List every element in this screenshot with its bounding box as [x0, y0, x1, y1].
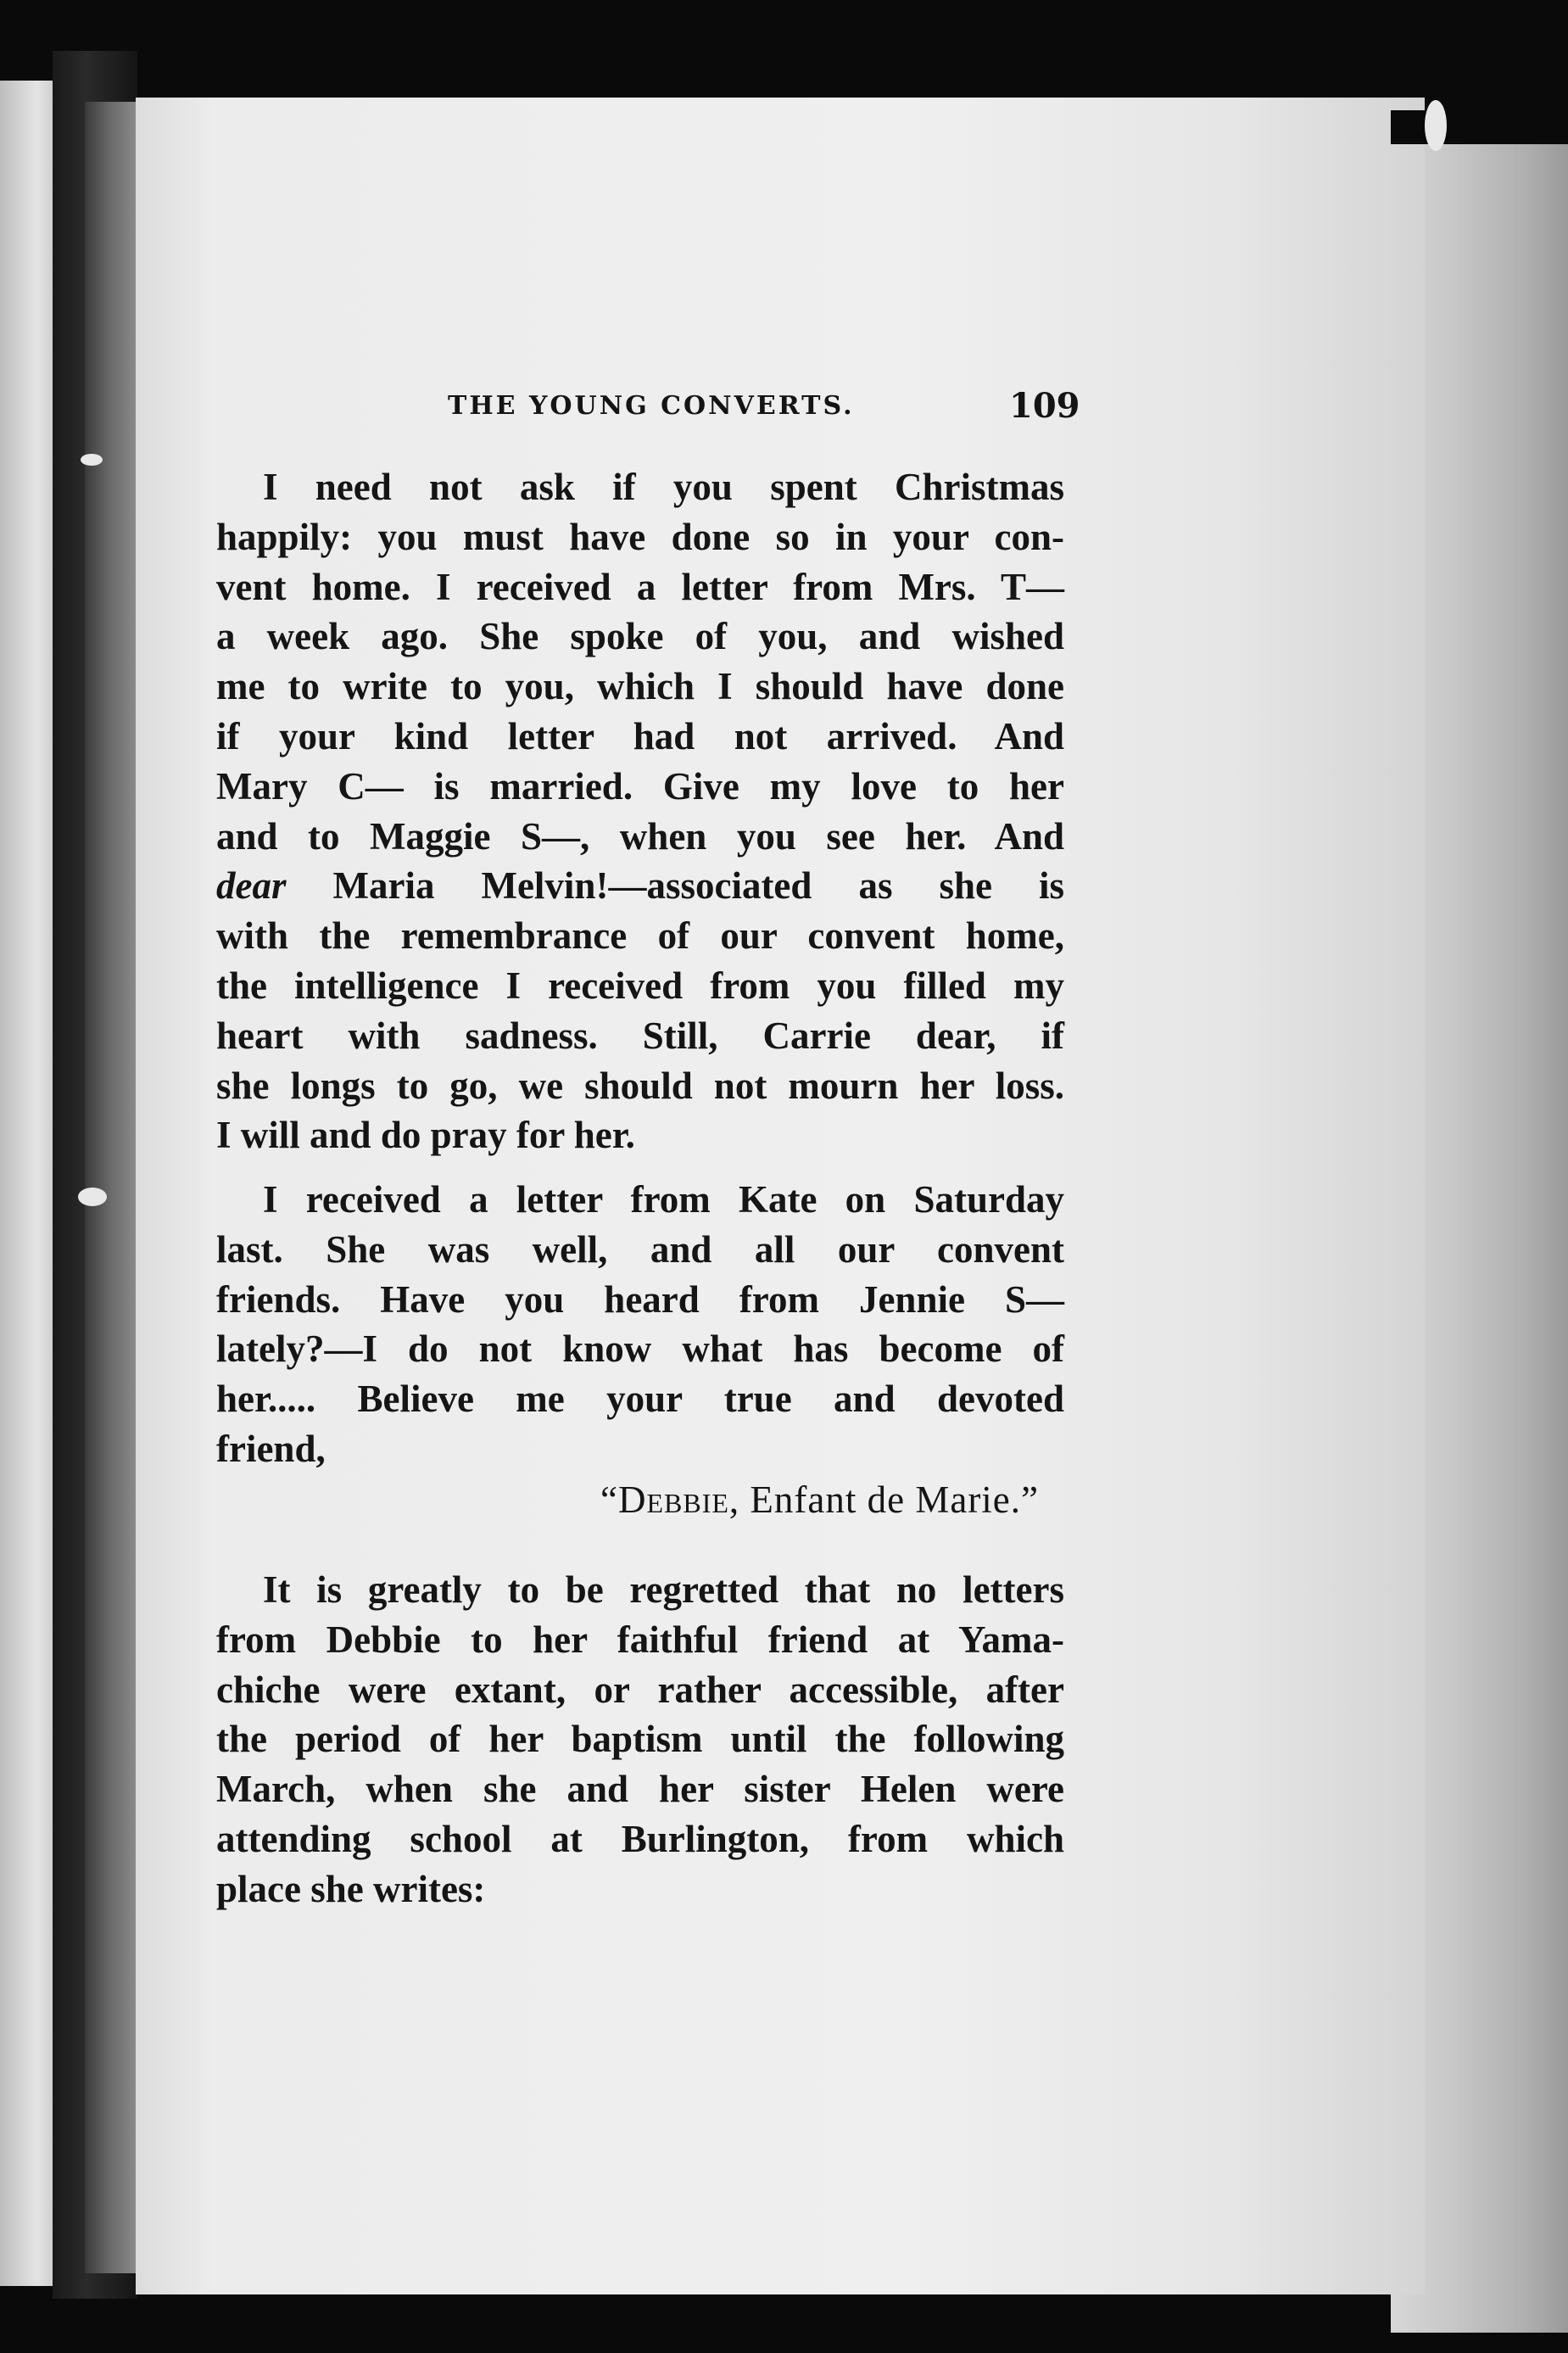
text-line: me to write to you, which I should have done — [216, 665, 1064, 708]
paragraph-letter-2 — [216, 1175, 1064, 1525]
text-line: from Debbie to her faithful friend at Yama- — [216, 1618, 1064, 1661]
page-corner-shadow — [1391, 110, 1568, 144]
text-line: and to Maggie S—, when you see her. And — [216, 814, 1064, 858]
text-line: the intelligence I received from you filled my — [216, 964, 1064, 1007]
text-line: happily: you must have done so in your con- — [216, 515, 1064, 558]
text-line: March, when she and her sister Helen were — [216, 1768, 1064, 1811]
text-line: she longs to go, we should not mourn her loss. — [216, 1064, 1064, 1107]
text-line: vent home. I received a letter from Mrs. T— — [216, 565, 1064, 608]
facing-page-edge — [0, 81, 53, 2286]
text-line: if your kind letter had not arrived. And — [216, 714, 1064, 757]
paper-speck — [81, 454, 103, 466]
text-line: her..... Believe me your true and devoted — [216, 1378, 1064, 1421]
italic-word: dear — [216, 864, 287, 908]
running-head — [448, 386, 1080, 428]
text-line: place she writes: — [216, 1867, 486, 1910]
text-line: the period of her baptism until the following — [216, 1718, 1064, 1761]
paper-speck — [1425, 100, 1447, 151]
text-line: I need not ask if you spent Christmas — [263, 466, 1064, 508]
paper-speck — [78, 1188, 107, 1206]
text-line: friend, — [216, 1427, 326, 1470]
signature-open-quote: “ — [600, 1478, 618, 1521]
text-line: friends. Have you heard from Jennie S— — [216, 1277, 1064, 1321]
text-line: I received a letter from Kate on Saturday — [263, 1178, 1064, 1221]
text-line: Mary C— is married. Give my love to her — [216, 764, 1064, 808]
running-title: THE YOUNG CONVERTS. — [448, 391, 855, 421]
signature-name: Debbie — [617, 1478, 729, 1521]
text-line: last. She was well, and all our convent — [216, 1227, 1064, 1271]
page-number: 109 — [1009, 386, 1080, 426]
text-line: lately?—I do not know what has become of — [216, 1327, 1064, 1371]
text-line-with-italic — [216, 861, 1064, 911]
text-line: It is greatly to be regretted that no letters — [263, 1568, 1064, 1611]
paragraph-narrative — [216, 1565, 1064, 1914]
text-line-rest: Maria Melvin!—associated as she is — [332, 864, 1065, 908]
signature-title: , Enfant de Marie.” — [728, 1478, 1039, 1521]
text-line: chiche were extant, or rather accessible, after — [216, 1668, 1064, 1711]
paragraph-letter-1 — [216, 462, 1064, 1160]
text-line: heart with sadness. Still, Carrie dear, if — [216, 1014, 1064, 1057]
text-line: with the remembrance of our convent home, — [216, 914, 1064, 958]
letter-signature — [216, 1474, 1064, 1525]
text-line: a week ago. She spoke of you, and wished — [216, 615, 1064, 658]
text-line: attending school at Burlington, from which — [216, 1817, 1064, 1860]
text-line: I will and do pray for her. — [216, 1114, 635, 1157]
